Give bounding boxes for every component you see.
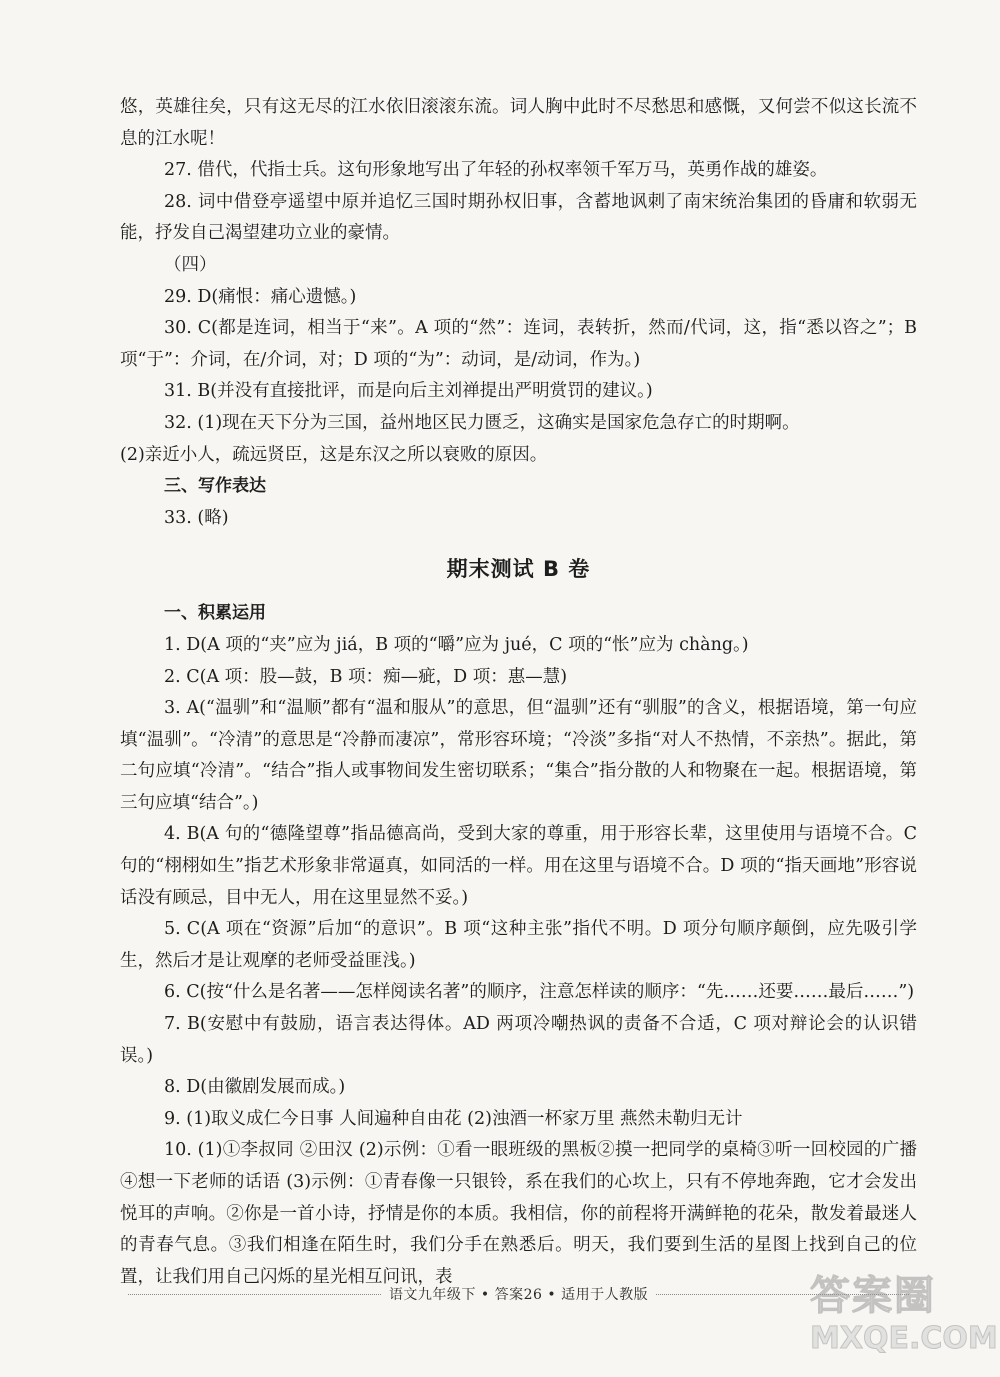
answer-b2: 2. C(A 项：股—鼓，B 项：痴—疵，D 项：惠—慧) bbox=[164, 666, 568, 687]
section-heading-accumulation: 一、积累运用 bbox=[164, 603, 266, 624]
footer-text: 语文九年级下 • 答案26 • 适用于人教版 bbox=[388, 1287, 649, 1303]
watermark-logo bbox=[810, 1264, 998, 1369]
answer-31: 31. B(并没有直接批评，而是向后主刘禅提出严明赏罚的建议。) bbox=[164, 381, 653, 402]
answer-28: 28. 词中借登亭遥望中原并追忆三国时期孙权旧事，含蓄地讽刺了南宋统治集团的昏庸和软弱无能，抒发自己渴望建功立业的豪情。 bbox=[120, 191, 917, 244]
watermark-url: MXQE.COM bbox=[810, 1321, 998, 1356]
page-footer bbox=[120, 1280, 917, 1308]
answer-b7: 7. B(安慰中有鼓励，语言表达得体。AD 两项冷嘲热讽的责备不合适，C 项对辩论会的认识错误。) bbox=[120, 1014, 917, 1066]
answer-b8: 8. D(由徽剧发展而成。) bbox=[164, 1077, 346, 1098]
answer-b10: 10. (1)①李叔同 ②田汉 (2)示例：①看一眼班级的黑板②摸一把同学的桌椅③听一回校园的广播④想一下老师的话语 (3)示例：①青春像一只银铃，系在我们的心坎上，只有不停地奔跑，它才会发出悦耳的声响。②你是一首小诗，抒情是你的本质。我相信，你的前程将开满鲜艳的花朵，散发着最迷人的青春气息。③我们相逢在陌生时，我们分手在熟悉后。明天，我们要到生活的星图上找到自己的位置，让我们用自己闪烁的星光相互问讯，表 bbox=[120, 1140, 917, 1287]
answer-b1: 1. D(A 项的“夹”应为 jiá，B 项的“嚼”应为 jué，C 项的“怅”应为 chàng。) bbox=[164, 634, 749, 655]
answer-27: 27. 借代，代指士兵。这句形象地写出了年轻的孙权率领千军万马，英勇作战的雄姿。 bbox=[164, 160, 828, 181]
watermark-chinese: 答案圈 bbox=[810, 1273, 936, 1319]
answer-b9: 9. (1)取义成仁今日事 人间遍种自由花 (2)浊酒一杯家万里 燕然未勒归无计 bbox=[164, 1108, 743, 1129]
answer-29: 29. D(痛恨：痛心遗憾。) bbox=[164, 286, 357, 307]
answer-b6: 6. C(按“什么是名著——怎样阅读名著”的顺序，注意怎样读的顺序：“先……还要……最后……”) bbox=[164, 982, 915, 1003]
paragraph-continuation: 悠，英雄往矣，只有这无尽的江水依旧滚滚东流。词人胸中此时不尽愁思和感慨，又何尝不似这长流不息的江水呢！ bbox=[120, 97, 917, 149]
answer-b3: 3. A(“温驯”和“温顺”都有“温和服从”的意思，但“温驯”还有“驯服”的含义，根据语境，第一句应填“温驯”。“冷清”的意思是“冷静而凄凉”，常形容环境；“冷淡”多指“对人不热情，不亲热”。据此，第二句应填“冷清”。“结合”指人或事物间发生密切联系；“集合”指分散的人和物聚在一起。根据语境，第三句应填“结合”。) bbox=[120, 698, 918, 813]
answer-text-body bbox=[120, 92, 917, 1293]
answer-32: 32. (1)现在天下分为三国，益州地区民力匮乏，这确实是国家危急存亡的时期啊。 bbox=[164, 412, 800, 433]
answer-32-part2: (2)亲近小人，疏远贤臣，这是东汉之所以衰败的原因。 bbox=[120, 444, 548, 465]
exam-b-title: 期末测试 B 卷 bbox=[446, 557, 591, 582]
answer-33: 33. (略) bbox=[164, 507, 229, 528]
subsection-four: （四） bbox=[164, 254, 217, 275]
footer-rule-left bbox=[128, 1294, 381, 1295]
answer-b5: 5. C(A 项在“资源”后加“的意识”。B 项“这种主张”指代不明。D 项分句顺序颠倒，应先吸引学生，然后才是让观摩的老师受益匪浅。) bbox=[120, 919, 917, 971]
section-heading-writing: 三、写作表达 bbox=[164, 476, 266, 497]
answer-b4: 4. B(A 句的“德隆望尊”指品德高尚，受到大家的尊重，用于形容长辈，这里使用与语境不合。C 句的“栩栩如生”指艺术形象非常逼真，如同活的一样。用在这里与语境不合。D 项的“指天画地”形容说话没有顾忌，目中无人，用在这里显然不妥。) bbox=[120, 824, 917, 908]
answer-30: 30. C(都是连词，相当于“来”。A 项的“然”：连词，表转折，然而/代词，这，指“悉以咨之”；B 项“于”：介词，在/介词，对；D 项的“为”：动词，是/动词，作为。) bbox=[120, 318, 917, 370]
